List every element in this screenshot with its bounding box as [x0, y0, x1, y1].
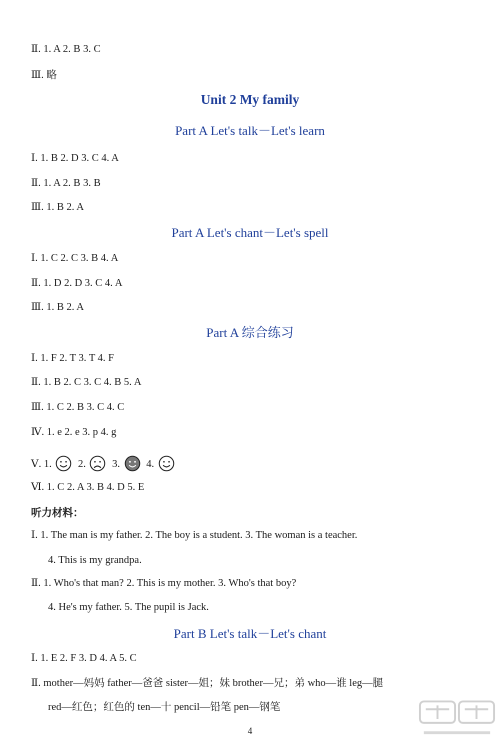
answer-line: Ⅰ. 1. E 2. F 3. D 4. A 5. C [31, 653, 137, 664]
listening-title: 听力材料： [31, 508, 84, 519]
sad-face-icon [89, 455, 106, 472]
answer-line: Ⅰ. 1. F 2. T 3. T 4. F [31, 353, 115, 364]
answer-text: 3. [112, 459, 120, 470]
answer-line-faces [31, 455, 178, 472]
watermark-logo [418, 697, 496, 741]
answer-line: Ⅲ. 1. C 2. B 3. C 4. C [31, 402, 125, 413]
answer-line: Ⅰ. 1. The man is my father. 2. The boy is a student. 3. The woman is a teacher. [31, 530, 358, 541]
section-heading: Part A Let's chant－Let's spell [171, 225, 329, 240]
answer-line: Ⅱ. mother—妈妈 father—爸爸 sister—姐；妹 brother—兄；弟 who—谁 leg—腿 [31, 678, 384, 689]
unit-title: Unit 2 My family [200, 92, 300, 107]
answer-line: red—红色；红色的 ten—十 pencil—铅笔 pen—钢笔 [48, 702, 281, 713]
answer-line: Ⅰ. 1. C 2. C 3. B 4. A [31, 253, 119, 264]
smile-face-filled-icon [124, 455, 141, 472]
answer-text: 4. [146, 459, 155, 470]
answer-line: Ⅳ. 1. e 2. e 3. p 4. g [31, 427, 117, 438]
answer-line: Ⅱ. 1. B 2. C 3. C 4. B 5. A [31, 377, 142, 388]
answer-line: Ⅱ. 1. Who's that man? 2. This is my mother. 3. Who's that boy? [31, 578, 297, 589]
answer-line: 4. He's my father. 5. The pupil is Jack. [48, 602, 209, 613]
smile-face-icon [55, 455, 72, 472]
answer-line: Ⅵ. 1. C 2. A 3. B 4. D 5. E [31, 482, 145, 493]
answer-line: Ⅱ. 1. D 2. D 3. C 4. A [31, 278, 123, 289]
answer-line: Ⅰ. 1. B 2. D 3. C 4. A [31, 153, 119, 164]
answer-text: Ⅴ. 1. [31, 459, 52, 470]
answer-line: Ⅲ. 1. B 2. A [31, 202, 85, 213]
answer-line: Ⅱ. 1. A 2. B 3. C [31, 44, 101, 55]
section-heading: Part A 综合练习 [206, 325, 294, 340]
answer-line: Ⅲ. 1. B 2. A [31, 302, 85, 313]
section-heading: Part A Let's talk－Let's learn [175, 123, 325, 138]
answer-text: 2. [77, 459, 86, 470]
answer-line: Ⅲ. 略 [31, 70, 57, 81]
answer-line: 4. This is my grandpa. [48, 555, 142, 566]
page-number: 4 [247, 726, 253, 736]
answer-line: Ⅱ. 1. A 2. B 3. B [31, 178, 101, 189]
smile-face-icon [158, 455, 175, 472]
section-heading: Part B Let's talk－Let's chant [173, 626, 327, 641]
